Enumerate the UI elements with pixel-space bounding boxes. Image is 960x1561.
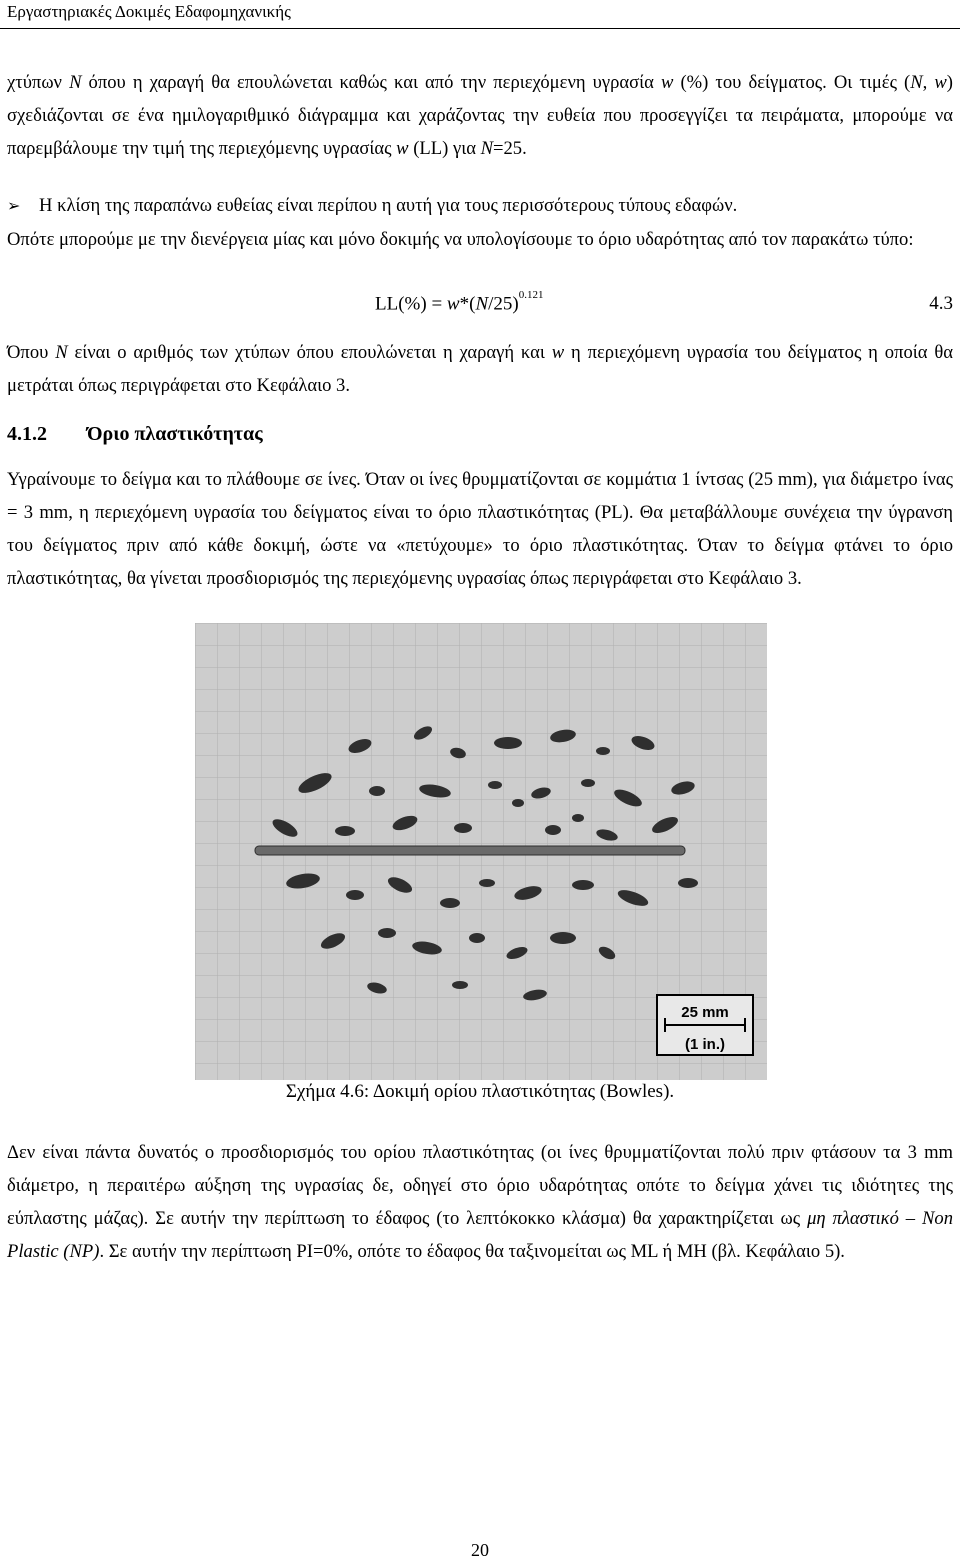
text-span: όπου η χαραγή θα επουλώνεται καθώς και από την περιεχόμενη υγρασία (81, 72, 661, 93)
text-span: . Σε αυτήν την περίπτωση PI=0%, οπότε το έδαφος θα ταξινομείται ως ML ή MH (βλ. Κεφάλαιο 5). (99, 1241, 845, 1262)
figure-caption: Σχήμα 4.6: Δοκιμή ορίου πλαστικότητας (Bowles). (285, 1081, 675, 1102)
var-n: N (475, 293, 489, 315)
text-span: (LL) για (408, 138, 481, 159)
section-number: 4.1.2 (7, 423, 47, 445)
var-n: N (55, 342, 68, 363)
var-w: w (551, 342, 565, 363)
equation-number: 4.3 (929, 293, 953, 314)
non-plastic-paragraph (7, 1136, 953, 1268)
text-span: Δεν είναι πάντα δυνατός ο προσδιορισμός του ορίου πλαστικότητας (οι ίνες θρυμματίζονται πολύ πριν φτάσουν τα 3 mm διάμετρο, η περαιτέρω αύξηση της υγρασίας δε, οδηγεί στο όριο υδαρότητας οπότε το δείγμα χάνει τις ιδιότητες της εύπλαστης μάζας). Σε αυτήν την περίπτωση το έδαφος (το λεπτόκοκκο κλάσμα) θα χαρακτηρίζεται ως (7, 1142, 953, 1229)
bullet-text: Η κλίση της παραπάνω ευθείας είναι περίπου η αυτή για τους περισσότερους τύπους εδαφών. (39, 195, 738, 216)
eq-part: LL(%) = (375, 293, 447, 315)
text-span: Όπου (7, 342, 56, 363)
text-span: , (922, 72, 935, 93)
page-number: 20 (471, 1540, 489, 1560)
text-span: είναι ο αριθμός των χτύπων όπου επουλώνεται η χαραγή και (67, 342, 552, 363)
text-span: (%) του δείγματος. Οι τιμές ( (673, 72, 911, 93)
text-span: χτύπων (7, 72, 70, 93)
photo-drawing (195, 623, 767, 1080)
scale-label-mm: 25 mm (681, 1004, 729, 1021)
var-n: N (69, 72, 82, 93)
plastic-limit-paragraph: Υγραίνουμε το δείγμα και το πλάθουμε σε ίνες. Όταν οι ίνες θρυμματίζονται σε κομμάτια 1 ίντσας (25 mm), για διάμετρο ίνας = 3 mm, η περιεχόμενη υγρασία του δείγματος είναι το όριο πλαστικότητας (PL). Θα μεταβάλλουμε συνέχεια την ύγρανση του δείγματος πριν από κάθε δοκιμή, ώστε να «πετύχουμε» το όριο πλαστικότητας. Όταν το δείγμα φτάνει το όριο πλαστικότητας, θα γίνεται προσδιορισμός της περιεχόμενης υγρασίας όπως περιγράφεται στο Κεφάλαιο 3. (7, 469, 953, 589)
var-w: w (396, 138, 409, 159)
where-paragraph (7, 336, 953, 402)
var-n: N (480, 138, 493, 159)
formula-intro-paragraph: Οπότε μπορούμε με την διενέργεια μίας και μόνο δοκιμής να υπολογίσουμε το όριο υδαρότητας από τον παρακάτω τύπο: (7, 229, 914, 250)
intro-paragraph (7, 66, 953, 165)
running-header: Εργαστηριακές Δοκιμές Εδαφομηχανικής (7, 2, 291, 21)
section-title: Όριο πλαστικότητας (87, 423, 263, 445)
var-w: w (446, 293, 460, 315)
arrow-bullet-icon: ➢ (7, 198, 21, 215)
bullet-item (7, 189, 953, 223)
text-span: η περιεχόμενη υγρασία του δείγματος η οποία θα μετράται όπως περιγράφεται στο Κεφάλαιο 3. (7, 342, 954, 396)
eq-part: /25) (488, 293, 519, 315)
eq-exponent: 0.121 (518, 289, 544, 301)
text-span: ) σχεδιάζονται σε ένα ημιλογαριθμικό διάγραμμα και χαράζοντας την ευθεία που προσεγγίζει τα πειράματα, μπορούμε να παρεμβάλουμε την τιμή της περιεχόμενης υγρασίας (7, 72, 953, 159)
scale-bar (657, 995, 753, 1055)
var-w: w (660, 72, 674, 93)
header-rule (0, 28, 960, 29)
var-w: w (934, 72, 947, 93)
section-heading (7, 423, 263, 446)
equation (375, 289, 544, 315)
text-span: =25. (493, 138, 527, 159)
plastic-limit-photo (195, 623, 767, 1080)
var-n: N (910, 72, 923, 93)
italic-term: μη πλαστικό – Non Plastic (NP) (7, 1208, 953, 1262)
eq-part: *( (459, 293, 476, 315)
scale-label-in: (1 in.) (685, 1036, 725, 1053)
